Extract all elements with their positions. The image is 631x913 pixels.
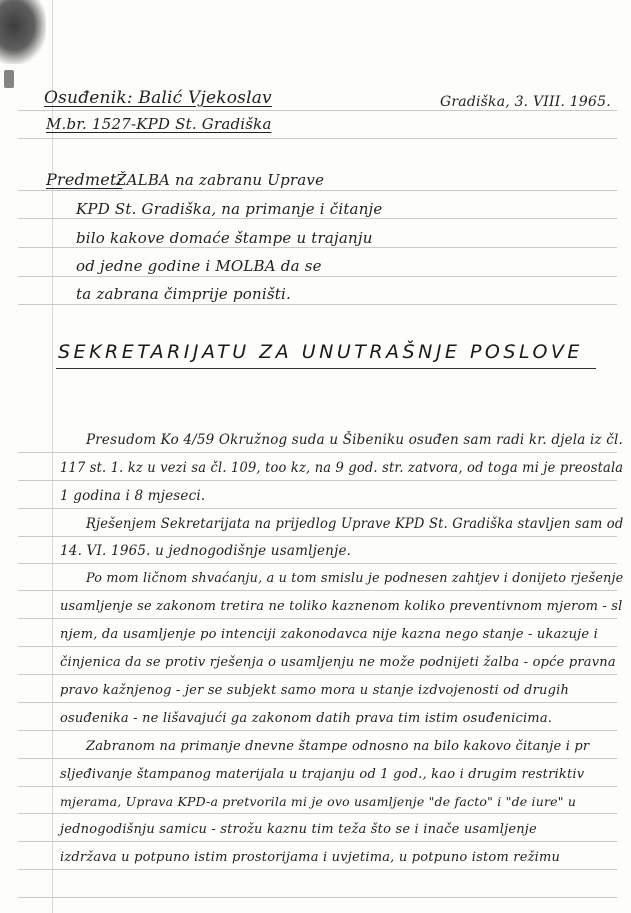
body-line: činjenica da se protiv rješenja o usamljenju ne može podnijeti žalba - opće pravna: [60, 655, 616, 670]
ruled-line: [18, 247, 617, 248]
body-line: mjerama, Uprava KPD-a pretvorila mi je ovo usamljenje "de facto" i "de iure" u: [60, 794, 577, 809]
ruled-line: [18, 590, 617, 591]
ruled-line: [18, 646, 617, 647]
ruled-line: [18, 897, 617, 898]
subject-line: ŽALBA na zabranu Uprave: [116, 171, 325, 189]
ruled-line: [18, 674, 617, 675]
place-date: Gradiška, 3. VIII. 1965.: [440, 94, 611, 110]
ruled-line: [18, 758, 617, 759]
subject-line: ta zabrana čimprije poništi.: [76, 285, 291, 303]
sender-name: Osuđenik: Balić Vjekoslav: [44, 88, 272, 108]
body-line: Presudom Ko 4/59 Okružnog suda u Šibeniku osuđen sam radi kr. djela iz čl.: [86, 432, 624, 448]
body-line: njem, da usamljenje po intenciji zakonodavca nije kazna nego stanje - ukazuje i: [60, 627, 598, 642]
ruled-line: [18, 730, 617, 731]
body-line: Zabranom na primanje dnevne štampe odnosno na bilo kakovo čitanje i pr: [86, 739, 590, 754]
ruled-line: [18, 218, 617, 219]
body-line: pravo kažnjenog - jer se subjekt samo mora u stanje izdvojenosti od drugih: [60, 683, 570, 698]
ruled-line: [18, 452, 617, 453]
ruled-line: [18, 702, 617, 703]
body-line: sljeđivanje štampanog materijala u trajanju od 1 god., kao i drugim restriktiv: [60, 767, 585, 782]
body-line: Po mom ličnom shvaćanju, a u tom smislu je podnesen zahtjev i donijeto rješenje: [86, 571, 624, 586]
subject-line: KPD St. Gradiška, na primanje i čitanje: [76, 200, 383, 218]
scan-smudge: [0, 0, 46, 64]
ruled-line: [18, 536, 617, 537]
ruled-line: [18, 138, 617, 139]
ruled-line: [18, 813, 617, 814]
body-line: 117 st. 1. kz u vezi sa čl. 109, too kz, na 9 god. str. zatvora, od toga mi je preostala: [60, 460, 624, 476]
body-line: Rješenjem Sekretarijata na prijedlog Uprave KPD St. Gradiška stavljen sam od: [86, 516, 624, 532]
sender-id: M.br. 1527-KPD St. Gradiška: [46, 115, 272, 133]
subject-line: bilo kakove domaće štampe u trajanju: [76, 229, 373, 247]
heading-underline: [56, 368, 596, 369]
ruled-line: [18, 304, 617, 305]
ruled-line: [18, 110, 617, 111]
margin-line: [52, 0, 53, 913]
ruled-line: [18, 276, 617, 277]
addressee-heading: SEKRETARIJATU ZA UNUTRAŠNJE POSLOVE: [58, 341, 583, 363]
ruled-line: [18, 508, 617, 509]
body-line: usamljenje se zakonom tretira ne toliko kaznenom koliko preventivnom mjerom - sl: [60, 599, 623, 614]
ruled-line: [18, 618, 617, 619]
subject-line: od jedne godine i MOLBA da se: [76, 257, 322, 275]
ruled-line: [18, 841, 617, 842]
ruled-line: [18, 563, 617, 564]
subject-label: Predmet:: [46, 170, 123, 189]
body-line: osuđenika - ne lišavajući ga zakonom datih prava tim istim osuđenicima.: [60, 711, 553, 726]
body-line: 1 godina i 8 mjeseci.: [60, 488, 206, 504]
ruled-line: [18, 190, 617, 191]
ruled-line: [18, 786, 617, 787]
ruled-line: [18, 480, 617, 481]
body-line: 14. VI. 1965. u jednogodišnje usamljenje.: [60, 543, 352, 559]
scan-mark: [4, 70, 14, 88]
body-line: jednogodišnju samicu - strožu kaznu tim teža što se i inače usamljenje: [60, 822, 537, 837]
body-line: izdržava u potpuno istim prostorijama i uvjetima, u potpuno istom režimu: [60, 850, 561, 865]
ruled-line: [18, 869, 617, 870]
